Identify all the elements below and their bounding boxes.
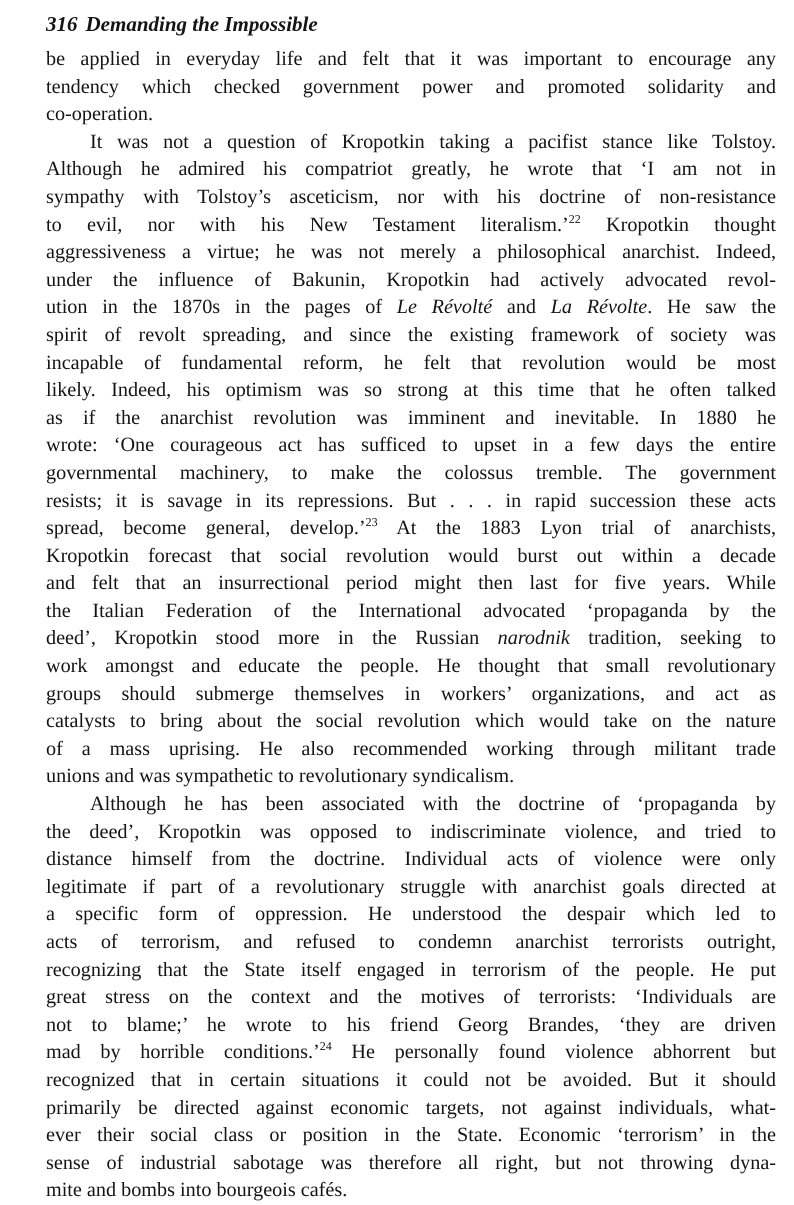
italic-text: Le Révolté [396, 296, 493, 319]
text-run: to evil, nor with his New Testament literalism.’ [46, 213, 569, 236]
text-run: distance himself from the doctrine. Individual acts of violence were only [46, 848, 776, 871]
text-run: the deed’, Kropotkin was opposed to indiscriminate violence, and tried to [46, 820, 776, 843]
text-line [46, 74, 776, 102]
text-line [46, 1067, 776, 1095]
text-run: be applied in everyday life and felt that it was important to encourage any [46, 48, 776, 70]
text-run: co-operation. [46, 103, 154, 126]
text-run: Kropotkin thought [580, 213, 776, 236]
text-run: as if the anarchist revolution was imminent and inevitable. In 1880 he [46, 406, 776, 429]
text-run: Although he has been associated with the doctrine of ‘propaganda by [90, 793, 776, 816]
text-run: of a mass uprising. He also recommended working through militant trade [46, 737, 776, 760]
text-run: ution in the 1870s in the pages of [46, 296, 397, 319]
text-line [46, 929, 776, 957]
text-line [46, 1012, 776, 1040]
text-line [46, 598, 776, 626]
footnote-ref: 23 [365, 515, 378, 530]
text-run: deed’, Kropotkin stood more in the Russian [46, 627, 498, 650]
text-line [46, 653, 776, 681]
text-line [46, 267, 776, 295]
text-line [46, 46, 776, 74]
footnote-ref: 22 [568, 211, 581, 226]
text-line [46, 239, 776, 267]
text-run: incapable of fundamental reform, he felt that revolution would be most [46, 351, 776, 374]
text-run: under the influence of Bakunin, Kropotkin had actively advocated revol- [46, 268, 776, 291]
text-line [46, 819, 776, 847]
text-line [46, 432, 776, 460]
text-line [46, 377, 776, 405]
italic-text: La Révolte [550, 296, 648, 319]
text-run: At the 1883 Lyon trial of anarchists, [377, 517, 777, 540]
text-line [46, 1122, 776, 1150]
text-line [46, 625, 776, 653]
text-line [46, 488, 776, 516]
text-run: governmental machinery, to make the colossus tremble. The government [46, 461, 776, 484]
text-line [46, 156, 776, 184]
text-line [46, 1039, 776, 1067]
text-line [46, 101, 776, 129]
running-title: Demanding the Impossible [85, 12, 318, 36]
text-line [46, 405, 776, 433]
text-line [46, 681, 776, 709]
text-run: likely. Indeed, his optimism was so strong at this time that he often talked [46, 379, 776, 402]
text-run: sympathy with Tolstoy’s asceticism, nor with his doctrine of non-resistance [46, 185, 776, 208]
text-line [46, 763, 776, 791]
text-run: catalysts to bring about the social revolution which would take on the nature [46, 710, 776, 733]
text-line [46, 212, 776, 240]
text-run: recognized that in certain situations it could not be avoided. But it should [46, 1068, 776, 1091]
page-number: 316 [46, 12, 78, 36]
text-line [46, 874, 776, 902]
text-run: spirit of revolt spreading, and since the existing framework of society was [46, 323, 776, 346]
text-run: Although he admired his compatriot greatly, he wrote that ‘I am not in [46, 158, 776, 181]
text-run: a specific form of oppression. He understood the despair which led to [46, 903, 776, 926]
text-line [46, 736, 776, 764]
footnote-ref: 24 [319, 1039, 332, 1054]
running-head [46, 10, 776, 38]
italic-text: narodnik [497, 627, 570, 650]
text-run: mad by horrible conditions.’ [46, 1041, 320, 1064]
text-line [46, 350, 776, 378]
text-run: acts of terrorism, and refused to condemn anarchist terrorists outright, [46, 931, 776, 953]
text-run: groups should submerge themselves in workers’ organizations, and act as [46, 682, 776, 705]
text-line [46, 791, 776, 819]
text-line [46, 846, 776, 874]
text-line [46, 984, 776, 1012]
text-run: the Italian Federation of the International advocated ‘propaganda by the [46, 599, 776, 622]
text-run: sense of industrial sabotage was therefore all right, but not throwing dyna- [46, 1151, 776, 1174]
text-run: Kropotkin forecast that social revolution would burst out within a decade [46, 544, 776, 567]
book-page [46, 0, 776, 1205]
text-line [46, 515, 776, 543]
text-run: mite and bombs into bourgeois cafés. [46, 1179, 348, 1202]
text-run: spread, become general, develop.’ [46, 517, 366, 540]
text-run: work amongst and educate the people. He thought that small revolutionary [46, 655, 776, 678]
text-run: primarily be directed against economic targets, not against individuals, what- [46, 1096, 776, 1119]
text-run: ever their social class or position in the State. Economic ‘terrorism’ in the [46, 1124, 776, 1147]
text-run: and felt that an insurrectional period might then last for five years. While [46, 572, 776, 595]
text-line [46, 322, 776, 350]
text-line [46, 901, 776, 929]
text-run: tendency which checked government power and promoted solidarity and [46, 75, 776, 98]
text-run: It was not a question of Kropotkin taking a pacifist stance like Tolstoy. [90, 130, 776, 153]
text-line [46, 1177, 776, 1205]
text-line [46, 708, 776, 736]
text-line [46, 460, 776, 488]
text-line [46, 957, 776, 985]
text-run: resists; it is savage in its repressions. But . . . in rapid succession these acts [46, 489, 776, 512]
text-run: wrote: ‘One courageous act has sufficed to upset in a few days the entire [46, 434, 776, 457]
text-run: not to blame;’ he wrote to his friend Georg Brandes, ‘they are driven [46, 1013, 776, 1036]
text-run: . He saw the [647, 296, 776, 319]
text-run: and [492, 296, 551, 319]
text-line [46, 1095, 776, 1123]
text-run: unions and was sympathetic to revolutionary syndicalism. [46, 765, 515, 788]
text-line [46, 294, 776, 322]
text-line [46, 184, 776, 212]
body-text [46, 46, 776, 1205]
text-line [46, 1150, 776, 1178]
text-run: aggressiveness a virtue; he was not merely a philosophical anarchist. Indeed, [46, 241, 776, 264]
text-run: He personally found violence abhorrent but [331, 1041, 776, 1064]
text-line [46, 570, 776, 598]
text-run: great stress on the context and the motives of terrorists: ‘Individuals are [46, 986, 776, 1009]
text-run: recognizing that the State itself engaged in terrorism of the people. He put [46, 958, 776, 981]
text-run: legitimate if part of a revolutionary struggle with anarchist goals directed at [46, 875, 776, 898]
text-run: tradition, seeking to [569, 627, 776, 650]
text-line [46, 543, 776, 571]
text-line [46, 129, 776, 157]
